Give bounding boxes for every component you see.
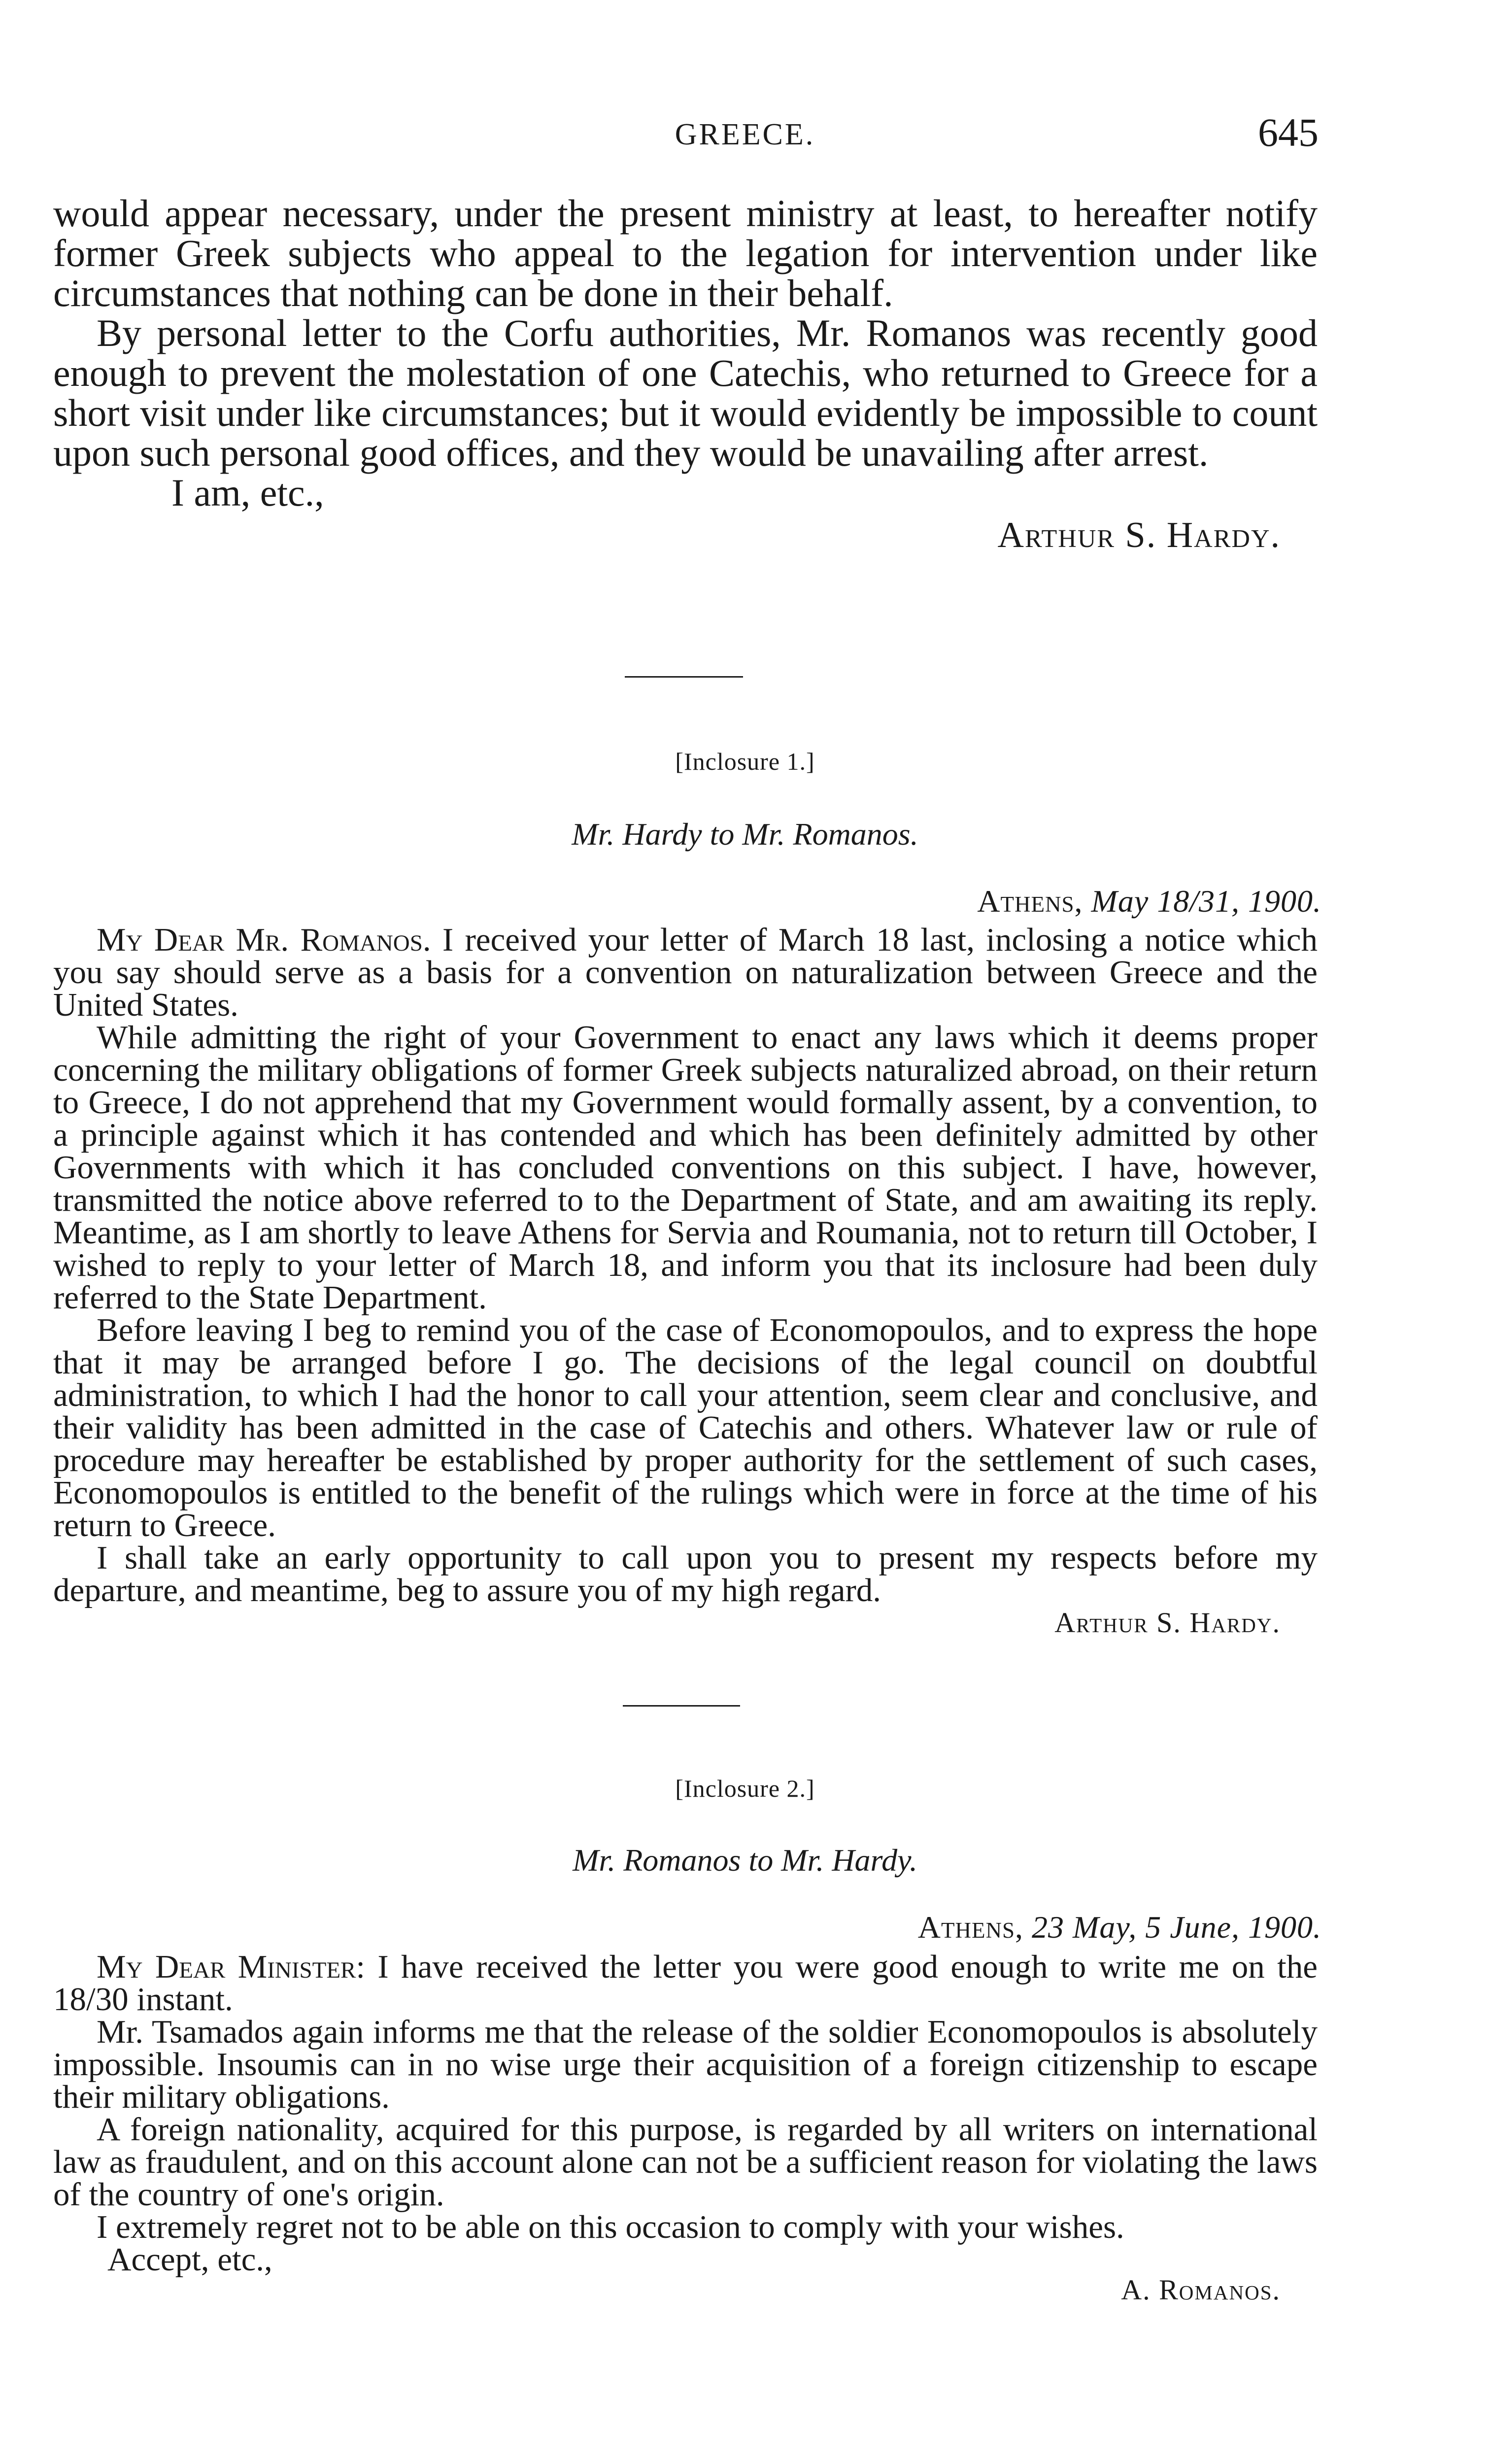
inclosure-one-paragraph: My Dear Mr. Romanos. I received your letter of March 18 last, inclosing a notice which you say should serve as a basis for a convention on naturalization between Greece and the United States. bbox=[53, 922, 1318, 1023]
inclosure-two-paragraph: Mr. Tsamados again informs me that the release of the soldier Economopoulos is absolutely impossible. Insoumis can in no wise urge their acquisition of a foreign citizenship to escape their military obligations. bbox=[53, 2014, 1318, 2115]
inclosure-one-body bbox=[53, 924, 1318, 1639]
inclosure-two-title: Mr. Romanos to Mr. Hardy. bbox=[573, 1843, 917, 1878]
inclosure-two-paragraph: My Dear Minister: I have received the letter you were good enough to write me on the 18/30 instant. bbox=[53, 1949, 1318, 2018]
inclosure-two-paragraph: A foreign nationality, acquired for this purpose, is regarded by all writers on international law as fraudulent, and on this account alone can not be a sufficient reason for violating the laws of the country of one's origin. bbox=[53, 2111, 1318, 2213]
inclosure-two-paragraph: I extremely regret not to be able on this occasion to comply with your wishes. bbox=[97, 2209, 1124, 2245]
inclosure-one-paragraph: Before leaving I beg to remind you of the case of Economopoulos, and to express the hope that it may be arranged before I go. The decisions of the legal council on doubtful administration, to which I had the honor to call your attention, seem clear and conclusive, and their validity has been admitted in the case of Catechis and others. Whatever law or rule of procedure may hereafter be established by proper authority for the settlement of such cases, Economopoulos is entitled to the benefit of the rulings which were in force at the time of his return to Greece. bbox=[53, 1312, 1318, 1543]
inclosure-two-closing: Accept, etc., bbox=[107, 2241, 272, 2278]
inclosure-two-body bbox=[53, 1951, 1318, 2306]
inclosure-one-title: Mr. Hardy to Mr. Romanos. bbox=[572, 817, 918, 852]
inclosure-one-paragraph: I shall take an early opportunity to call upon you to present my respects before my departure, and meantime, beg to assure you of my high regard. bbox=[53, 1540, 1318, 1608]
letter-one-signature: Arthur S. Hardy. bbox=[997, 515, 1281, 555]
inclosure-one-label: [Inclosure 1.] bbox=[675, 748, 815, 775]
inclosure-two-date-place: Athens, bbox=[917, 1910, 1023, 1945]
letter-one-body bbox=[53, 193, 1318, 555]
inclosure-one-paragraph: While admitting the right of your Government to enact any laws which it deems proper concerning the military obligations of former Greek subjects naturalized abroad, on their return to Greece, I do not apprehend that my Government would formally assent, by a convention, to a principle against which it has contended and which has been definitely admitted by other Governments with which it has concluded conventions on this subject. I have, however, transmitted the notice above referred to to the Department of State, and am awaiting its reply. Meantime, as I am shortly to leave Athens for Servia and Roumania, not to return till October, I wished to reply to your letter of March 18, and inform you that its inclosure had been duly referred to the State Department. bbox=[53, 1019, 1318, 1316]
inclosure-two-salutation: My Dear Minister: bbox=[97, 1949, 366, 1985]
page-header-title: GREECE. bbox=[675, 118, 815, 151]
inclosure-one-dateline bbox=[977, 883, 1321, 920]
inclosure-two-label: [Inclosure 2.] bbox=[675, 1775, 815, 1802]
inclosure-one-salutation: My Dear Mr. Romanos. bbox=[97, 922, 431, 958]
letter-one-paragraph: By personal letter to the Corfu authorities, Mr. Romanos was recently good enough to prevent the molestation of one Catechis, who returned to Greece for a short visit under like circumstances; but it would evidently be impossible to count upon such personal good offices, and they would be unavailing after arrest. bbox=[53, 311, 1318, 474]
inclosure-one-date-place: Athens, bbox=[977, 884, 1083, 919]
inclosure-one-date: May 18/31, 1900. bbox=[1091, 884, 1321, 919]
inclosure-two-date: 23 May, 5 June, 1900. bbox=[1032, 1910, 1321, 1945]
section-divider bbox=[625, 676, 743, 678]
page-number: 645 bbox=[1258, 110, 1319, 155]
inclosure-two-dateline bbox=[918, 1909, 1321, 1946]
inclosure-two-signature: A. Romanos. bbox=[1121, 2274, 1281, 2306]
letter-one-paragraph: would appear necessary, under the present ministry at least, to hereafter notify former Greek subjects who appeal to the legation for intervention under like circumstances that nothing can be done in their behalf. bbox=[53, 192, 1318, 314]
letter-one-closing: I am, etc., bbox=[171, 471, 324, 514]
inclosure-one-signature: Arthur S. Hardy. bbox=[1054, 1607, 1281, 1639]
section-divider bbox=[623, 1705, 740, 1707]
